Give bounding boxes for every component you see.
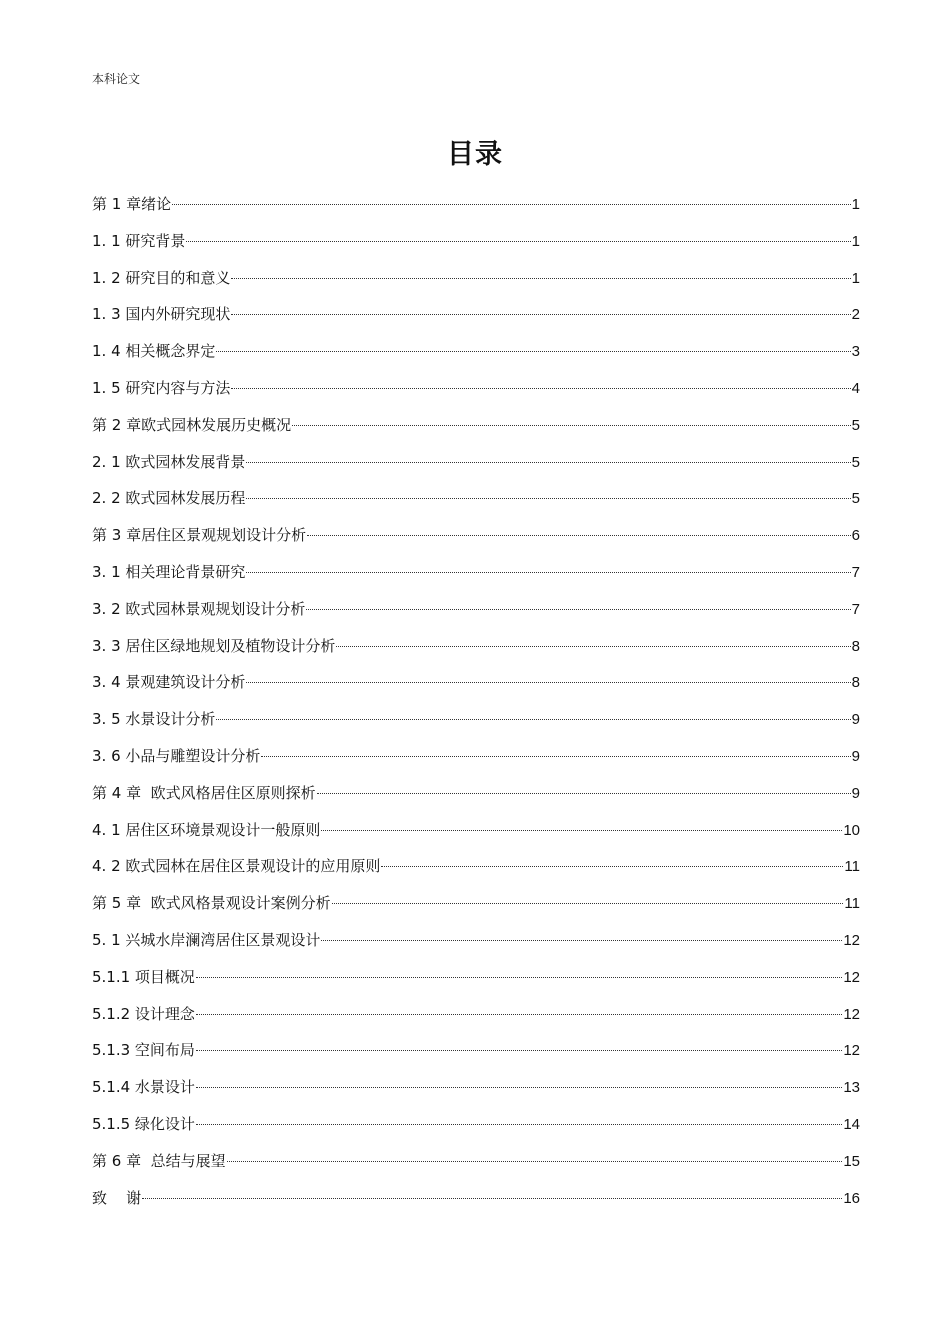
toc-entry-label: 3. 5 水景设计分析: [92, 710, 216, 729]
toc-dot-leader: [216, 719, 850, 720]
toc-dot-leader: [231, 314, 850, 315]
toc-entry[interactable]: [92, 996, 860, 1033]
toc-entry[interactable]: [92, 628, 860, 665]
toc-dot-leader: [142, 1198, 842, 1199]
toc-entry[interactable]: [92, 812, 860, 849]
toc-entry[interactable]: [92, 701, 860, 738]
toc-entry-label: 第 5 章 欧式风格景观设计案例分析: [92, 894, 331, 913]
toc-entry-label: 第 6 章 总结与展望: [92, 1151, 226, 1170]
toc-entry[interactable]: [92, 223, 860, 260]
toc-entry-label: 5.1.4 水景设计: [92, 1078, 195, 1097]
toc-dot-leader: [246, 682, 850, 683]
toc-entry-label: 3. 2 欧式园林景观规划设计分析: [92, 599, 306, 618]
toc-entry[interactable]: [92, 959, 860, 996]
toc-entry-label: 5.1.1 项目概况: [92, 967, 195, 986]
toc-page-number: 2: [851, 306, 860, 324]
toc-dot-leader: [216, 351, 850, 352]
toc-entry[interactable]: [92, 922, 860, 959]
toc-entry[interactable]: [92, 775, 860, 812]
toc-dot-leader: [321, 940, 842, 941]
toc-page-number: 8: [851, 637, 860, 655]
toc-entry[interactable]: [92, 260, 860, 297]
toc-entry-label: 3. 1 相关理论背景研究: [92, 562, 246, 581]
toc-entry[interactable]: [92, 333, 860, 370]
toc-entry-label: 1. 2 研究目的和意义: [92, 268, 231, 287]
toc-entry-label: 1. 5 研究内容与方法: [92, 378, 231, 397]
toc-page-number: 12: [843, 931, 860, 949]
toc-page-number: 1: [851, 196, 860, 213]
toc-page-number: 9: [851, 711, 860, 729]
toc-dot-leader: [186, 241, 850, 242]
toc-dot-leader: [292, 425, 851, 426]
toc-dot-leader: [196, 977, 842, 978]
toc-entry-label: 第 1 章绪论: [92, 195, 172, 213]
toc-dot-leader: [196, 1014, 842, 1015]
toc-dot-leader: [172, 204, 851, 205]
toc-entry-label: 3. 3 居住区绿地规划及植物设计分析: [92, 636, 336, 655]
toc-entry[interactable]: [92, 480, 860, 517]
toc-page-number: 11: [844, 895, 860, 913]
toc-page-number: 12: [843, 968, 860, 986]
toc-page-number: 4: [851, 379, 860, 397]
toc-entry-label: 第 4 章 欧式风格居住区原则探析: [92, 783, 316, 802]
toc-entry-label: 4. 1 居住区环境景观设计一般原则: [92, 820, 321, 839]
toc-entry-label: 5. 1 兴城水岸澜湾居住区景观设计: [92, 930, 321, 949]
toc-page-number: 16: [843, 1189, 860, 1207]
toc-entry-label: 5.1.3 空间布局: [92, 1041, 195, 1060]
toc-page-number: 5: [851, 490, 860, 508]
toc-page-number: 14: [843, 1115, 860, 1133]
toc-page-number: 15: [843, 1152, 860, 1170]
toc-entry[interactable]: [92, 517, 860, 554]
toc-dot-leader: [227, 1161, 843, 1162]
toc-entry[interactable]: [92, 885, 860, 922]
toc-page-number: 11: [844, 858, 860, 876]
toc-entry[interactable]: [92, 407, 860, 444]
toc-entry[interactable]: [92, 554, 860, 591]
toc-page-number: 8: [851, 674, 860, 692]
toc-entry[interactable]: [92, 1032, 860, 1069]
toc-entry[interactable]: [92, 370, 860, 407]
toc-entry-label: 5.1.5 绿化设计: [92, 1114, 195, 1133]
toc-page-number: 10: [843, 821, 860, 839]
toc-page-number: 12: [843, 1042, 860, 1060]
toc-entry[interactable]: [92, 848, 860, 885]
toc-entry[interactable]: [92, 186, 860, 223]
toc-entry-label: 1. 4 相关概念界定: [92, 342, 216, 361]
toc-dot-leader: [196, 1050, 842, 1051]
toc-page-number: 12: [843, 1005, 860, 1023]
toc-page-number: 7: [851, 600, 860, 618]
toc-dot-leader: [246, 462, 850, 463]
table-of-contents: [92, 186, 860, 1216]
toc-entry-label: 2. 2 欧式园林发展历程: [92, 489, 246, 508]
toc-dot-leader: [332, 903, 844, 904]
toc-entry[interactable]: [92, 591, 860, 628]
toc-dot-leader: [317, 793, 851, 794]
toc-entry[interactable]: [92, 296, 860, 333]
toc-entry-label: 第 2 章欧式园林发展历史概况: [92, 415, 292, 434]
toc-entry[interactable]: [92, 1106, 860, 1143]
toc-entry-label: 5.1.2 设计理念: [92, 1004, 195, 1023]
toc-entry-label: 3. 6 小品与雕塑设计分析: [92, 746, 261, 765]
page-header: 本科论文: [92, 72, 141, 86]
toc-entry[interactable]: [92, 738, 860, 775]
toc-entry-label: 1. 1 研究背景: [92, 231, 186, 250]
toc-entry-label: 第 3 章居住区景观规划设计分析: [92, 526, 307, 545]
toc-dot-leader: [321, 830, 842, 831]
toc-entry[interactable]: [92, 444, 860, 481]
toc-dot-leader: [196, 1124, 842, 1125]
toc-entry[interactable]: [92, 664, 860, 701]
toc-dot-leader: [306, 609, 850, 610]
toc-page-number: 13: [843, 1079, 860, 1097]
toc-page-number: 5: [851, 453, 860, 471]
toc-dot-leader: [231, 278, 850, 279]
toc-dot-leader: [246, 498, 850, 499]
toc-dot-leader: [336, 646, 850, 647]
toc-page-number: 5: [851, 416, 860, 434]
toc-page-number: 7: [851, 563, 860, 581]
toc-entry-label: 3. 4 景观建筑设计分析: [92, 673, 246, 692]
toc-dot-leader: [196, 1087, 842, 1088]
toc-dot-leader: [246, 572, 850, 573]
page-title: 目录: [447, 139, 503, 170]
toc-page-number: 1: [851, 232, 860, 250]
toc-entry-label: 1. 3 国内外研究现状: [92, 305, 231, 324]
toc-entry[interactable]: [92, 1180, 860, 1217]
toc-page-number: 9: [851, 784, 860, 802]
toc-dot-leader: [381, 866, 843, 867]
toc-dot-leader: [231, 388, 850, 389]
toc-page-number: 1: [851, 269, 860, 287]
toc-entry[interactable]: [92, 1143, 860, 1180]
toc-entry[interactable]: [92, 1069, 860, 1106]
toc-page-number: 3: [851, 343, 860, 361]
toc-dot-leader: [307, 535, 851, 536]
toc-entry-label: 2. 1 欧式园林发展背景: [92, 452, 246, 471]
toc-entry-label: 4. 2 欧式园林在居住区景观设计的应用原则: [92, 857, 381, 876]
toc-page-number: 9: [851, 747, 860, 765]
toc-dot-leader: [261, 756, 850, 757]
toc-page-number: 6: [851, 527, 860, 545]
toc-entry-label: 致 谢: [92, 1188, 142, 1207]
